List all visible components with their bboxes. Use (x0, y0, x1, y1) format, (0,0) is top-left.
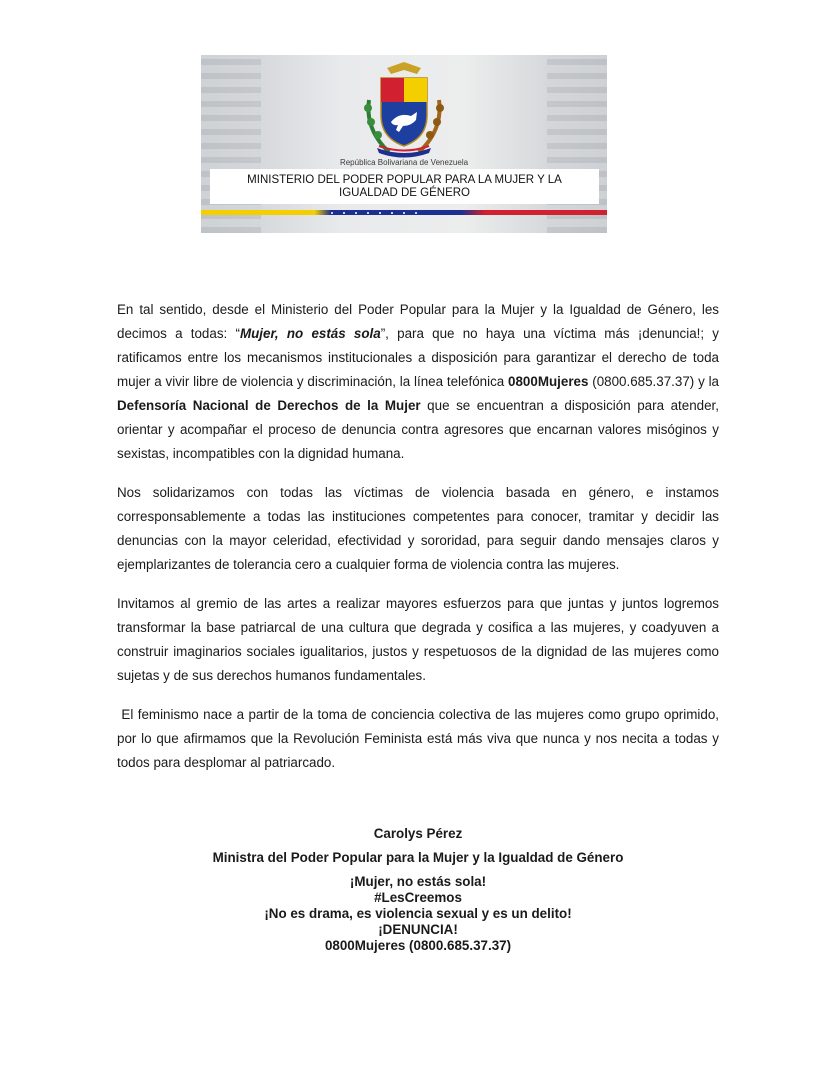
slogan-line: ¡DENUNCIA! (378, 922, 458, 937)
stars-row (331, 210, 417, 215)
paragraph-1: En tal sentido, desde el Ministerio del Poder Popular para la Mujer y la Igualdad de Género, les decimos a todas: “Mujer, no estás sola”, para que no haya una víctima más ¡denuncia!; y ratificamos entre los mecanismos institucionales a disposición para garantizar el derecho de toda mujer a vivir libre de violencia y discriminación, la línea telefónica 0800Mujeres (0800.685.37.37) y la Defensoría Nacional de Derechos de la Mujer que se encuentran a disposición para atender, orientar y acompañar el proceso de denuncia contra agresores que encarnan valores misóginos y sexistas, incompatibles con la dignidad humana. (117, 302, 719, 461)
signatory-name: Carolys Pérez (373, 826, 463, 841)
building-background (547, 55, 607, 233)
slogan-line: 0800Mujeres (0800.685.37.37) (324, 938, 512, 953)
header-banner (201, 55, 607, 233)
country-name: República Bolivariana de Venezuela (339, 158, 469, 167)
paragraph-4: El feminismo nace a partir de la toma de conciencia colectiva de las mujeres como grupo oprimido, por lo que afirmamos que la Revolución Feminista está más viva que nunca y nos necita a todas y todos para desplomar al patriarcado. (117, 707, 723, 770)
building-background (201, 55, 261, 233)
ministry-name: MINISTERIO DEL PODER POPULAR PARA LA MUJER Y LA IGUALDAD DE GÉNERO (247, 173, 562, 199)
paragraph-2: Nos solidarizamos con todas las víctimas de violencia basada en género, e instamos corresponsablemente a todas las instituciones competentes para conocer, tramitar y decidir las denuncias con la mayor celeridad, efectividad y sororidad, para seguir dando mensajes claros y ejemplarizantes de tolerancia cero a cualquier forma de violencia contra las mujeres. (117, 485, 719, 572)
slogan-line: ¡Mujer, no estás sola! (349, 874, 487, 889)
signatory-role: Ministra del Poder Popular para la Mujer y la Igualdad de Género (212, 850, 624, 865)
signature-block (117, 824, 719, 954)
slogans (117, 874, 719, 954)
slogan-line: #LesCreemos (374, 890, 462, 905)
letter-body (117, 298, 723, 790)
ministry-name-box (210, 169, 599, 204)
slogan-line: ¡No es drama, es violencia sexual y es un delito! (264, 906, 572, 921)
paragraph-3: Invitamos al gremio de las artes a realizar mayores esfuerzos para que juntas y juntos logremos transformar la base patriarcal de una cultura que degrada y cosifica a las mujeres, y coadyuven a construir imaginarios sociales igualitarios, justos y respetuosos de la dignidad de las mujeres como sujetas y de sus derechos humanos fundamentales. (117, 596, 719, 683)
coat-of-arms-icon (359, 60, 449, 160)
